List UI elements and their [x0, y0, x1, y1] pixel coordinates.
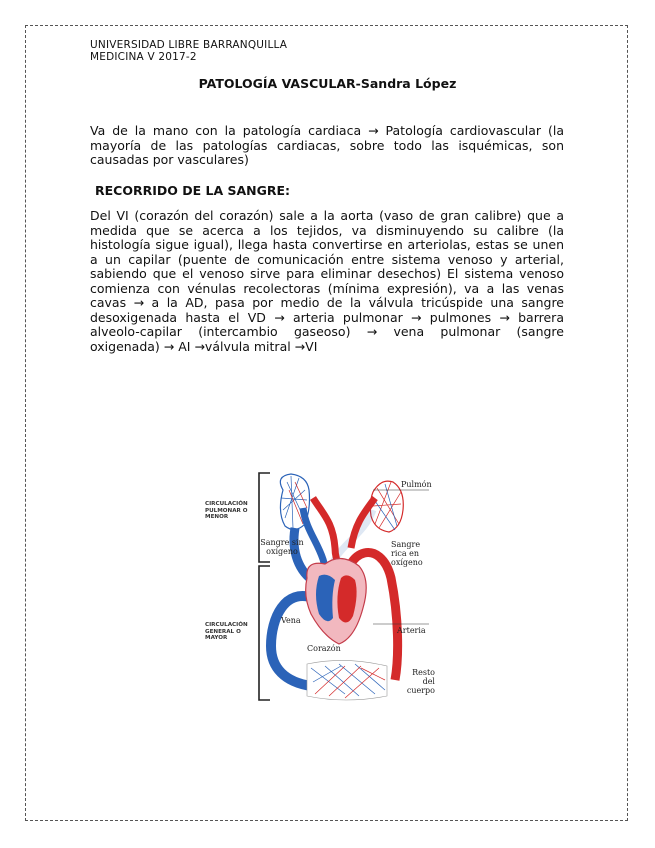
body-capillaries [307, 660, 387, 700]
rest-of-body-label: Resto del cuerpo [406, 668, 435, 695]
heart [306, 558, 367, 644]
document-header [90, 39, 287, 63]
deoxygenated-blood-label: Sangre sin oxígeno [260, 538, 304, 556]
intro-paragraph: Va de la mano con la patología cardiaca → Patología cardiovascular (la mayoría de las patologías cardiacas, sobre todo las isquémicas, son causadas por vasculares) [90, 123, 564, 167]
course-name: MEDICINA V 2017-2 [90, 51, 197, 63]
pulmonary-circulation-label: CIRCULACIÓN PULMONAR O MENOR [205, 501, 248, 520]
circulation-diagram [195, 468, 435, 706]
right-lung [370, 481, 403, 532]
vein-label: Vena [281, 616, 301, 625]
heart-label: Corazón [307, 644, 341, 653]
systemic-circulation-label: CIRCULACIÓN GENERAL O MAYOR [205, 622, 248, 641]
document-title: PATOLOGÍA VASCULAR-Sandra López [198, 76, 457, 91]
oxygenated-blood-label: Sangre rica en oxígeno [391, 540, 423, 567]
artery-label: Arteria [397, 626, 426, 635]
body-paragraph: Del VI (corazón del corazón) sale a la aorta (vaso de gran calibre) que a medida que se acerca a los tejidos, va disminuyendo su calibre (la histología sigue igual), llega hasta convertirse en arteriolas, estas se unen a un capilar (puente de comunicación entre sistema venoso y arterial, sabiendo que el venoso sirve para eliminar desechos) El sistema venoso comienza con vénulas recolectoras (mínima expresión), va a las venas cavas → a la AD, pasa por medio de la válvula tricúspide una sangre desoxigenada hasta el VD → arteria pulmonar → pulmones → barrera alveolo-capilar (intercambio gaseoso) → vena pulmonar (sangre oxigenada) → AI →válvula mitral →VI [90, 208, 564, 354]
section-heading: RECORRIDO DE LA SANGRE: [95, 183, 291, 198]
lung-label: Pulmón [401, 480, 432, 489]
institution-name: UNIVERSIDAD LIBRE BARRANQUILLA [90, 39, 288, 51]
